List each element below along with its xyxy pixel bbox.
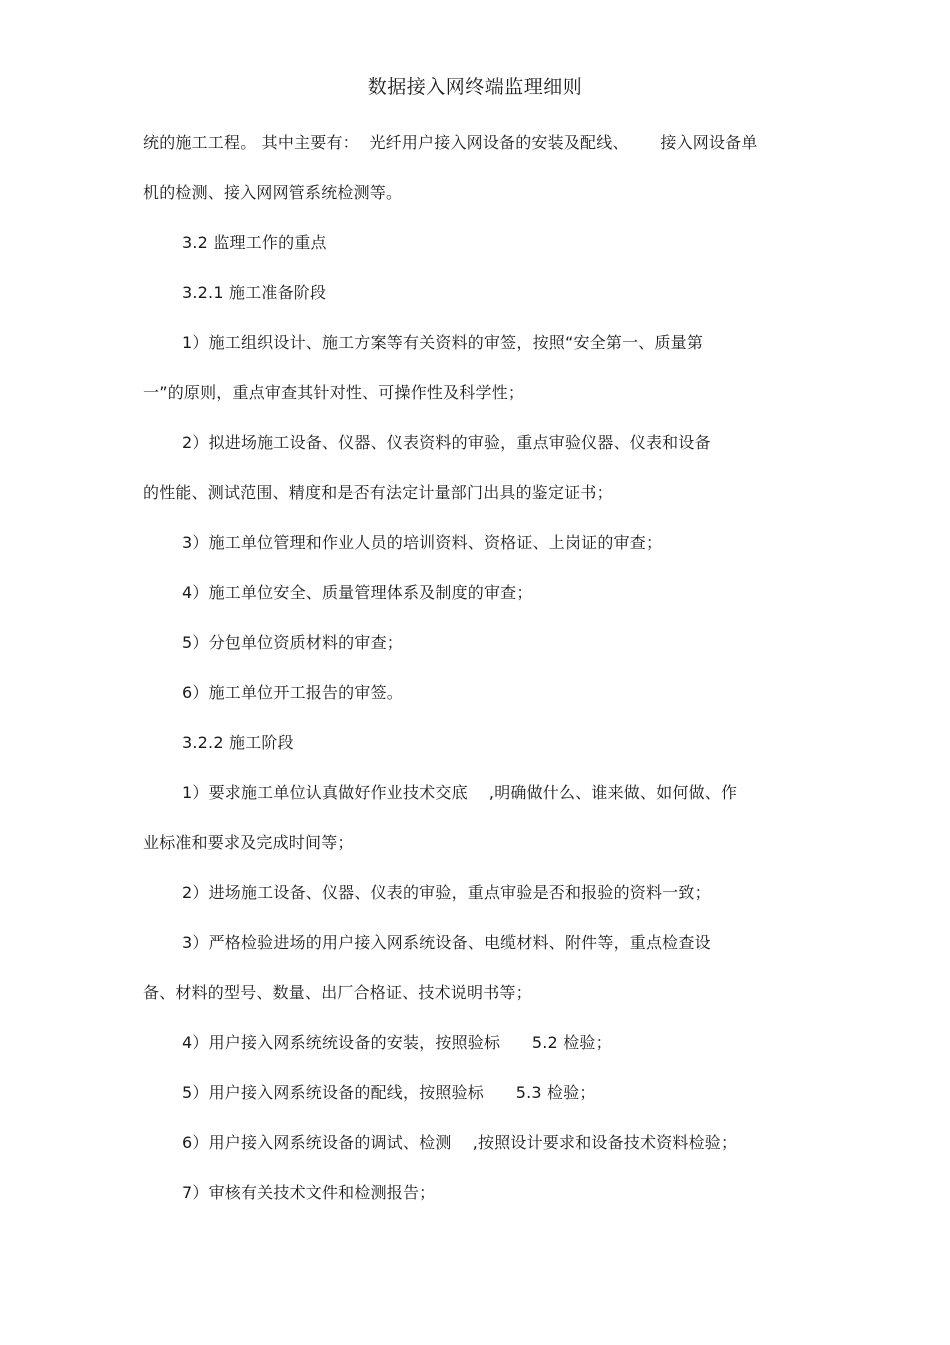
list-item: 7）审核有关技术文件和检测报告； — [182, 1183, 436, 1202]
list-item: 3）严格检验进场的用户接入网系统设备、电缆材料、附件等，重点检查设 — [182, 933, 711, 952]
list-item: 5）用户接入网系统设备的配线，按照验标 5.3 检验； — [182, 1083, 596, 1102]
subsection-heading: 3.2.2 施工阶段 — [182, 733, 294, 752]
paragraph-line: 机的检测、接入网网管系统检测等。 — [143, 183, 403, 202]
list-item: 6）用户接入网系统设备的调试、检测 ,按照设计要求和设备技术资料检验； — [182, 1133, 738, 1152]
section-heading: 3.2 监理工作的重点 — [182, 233, 327, 252]
list-item: 1）施工组织设计、施工方案等有关资料的审签，按照“安全第一、质量第 — [182, 333, 704, 352]
list-item: 5）分包单位资质材料的审查； — [182, 633, 403, 652]
list-item: 1）要求施工单位认真做好作业技术交底 ,明确做什么、谁来做、如何做、作 — [182, 783, 738, 802]
list-item-continuation: 的性能、测试范围、精度和是否有法定计量部门出具的鉴定证书； — [143, 483, 613, 502]
list-item: 4）施工单位安全、质量管理体系及制度的审查； — [182, 583, 533, 602]
subsection-heading: 3.2.1 施工准备阶段 — [182, 283, 327, 302]
list-item: 3）施工单位管理和作业人员的培训资料、资格证、上岗证的审查； — [182, 533, 663, 552]
list-item: 2）进场施工设备、仪器、仪表的审验，重点审验是否和报验的资料一致； — [182, 883, 711, 902]
list-item: 6）施工单位开工报告的审签。 — [182, 683, 403, 702]
list-item-continuation: 业标准和要求及完成时间等； — [143, 833, 354, 852]
paragraph-line: 统的施工工程。 其中主要有： 光纤用户接入网设备的安装及配线、 接入网设备单 — [143, 133, 758, 152]
list-item-continuation: 一”的原则，重点审查其针对性、可操作性及科学性； — [143, 383, 525, 402]
document-title: 数据接入网终端监理细则 — [367, 76, 583, 98]
list-item: 2）拟进场施工设备、仪器、仪表资料的审验，重点审验仪器、仪表和设备 — [182, 433, 711, 452]
list-item: 4）用户接入网系统统设备的安装，按照验标 5.2 检验； — [182, 1033, 612, 1052]
list-item-continuation: 备、材料的型号、数量、出厂合格证、技术说明书等； — [143, 983, 532, 1002]
